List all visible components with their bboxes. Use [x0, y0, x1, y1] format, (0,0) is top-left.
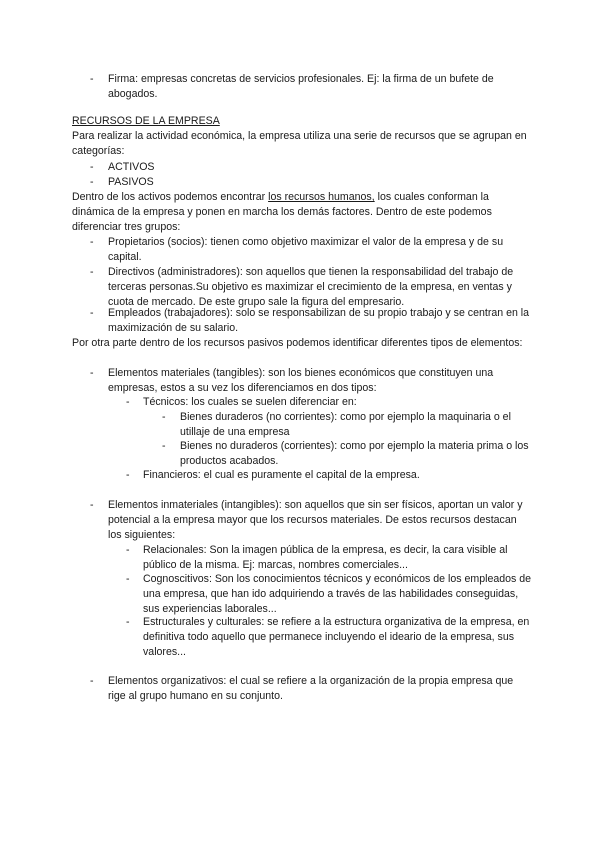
section-title: RECURSOS DE LA EMPRESA [72, 115, 220, 127]
bullet-dash: - [126, 396, 130, 408]
bullet-dash: - [90, 675, 94, 687]
bullet-dash: - [90, 499, 94, 511]
list-item-tecnicos: Técnicos: los cuales se suelen diferenciar en: [143, 396, 357, 408]
bullet-dash: - [90, 161, 94, 173]
list-item-inmateriales: Elementos inmateriales (intangibles): son aquellos que sin ser físicos, aportan un valor y potencial a la empresa mayor que los recursos materiales. De estos recursos destacan los siguientes: [108, 499, 523, 542]
list-item-directivos: Directivos (administradores): son aquellos que tienen la responsabilidad del trabajo de terceras personas.Su objetivo es maximizar el crecimiento de la empresa, en ventas y cuota de mercado. De este grupo sale la figura del empresario. [108, 266, 514, 309]
bullet-dash: - [126, 544, 130, 556]
list-item-firma: Firma: empresas concretas de servicios profesionales. Ej: la firma de un bufete de abogados. [108, 73, 494, 101]
pasivos-paragraph: Por otra parte dentro de los recursos pasivos podemos identificar diferentes tipos de elementos: [72, 337, 523, 349]
list-item-organizativos: Elementos organizativos: el cual se refiere a la organización de la propia empresa que rige al grupo humano en su conjunto. [108, 675, 514, 703]
bullet-dash: - [90, 367, 94, 379]
list-item-duraderos: Bienes duraderos (no corrientes): como por ejemplo la maquinaria o el utillaje de una empresa [180, 411, 511, 439]
list-item-financieros: Financieros: el cual es puramente el capital de la empresa. [143, 469, 420, 481]
bullet-dash: - [162, 411, 166, 423]
list-item-relacionales: Relacionales: Son la imagen pública de la empresa, es decir, la cara visible al público de la misma. Ej: marcas, nombres comerciales... [143, 544, 508, 572]
bullet-dash: - [90, 307, 94, 319]
list-item-empleados: Empleados (trabajadores): solo se responsabilizan de su propio trabajo y se centran en la maximización de su salario. [108, 307, 530, 335]
activos-text-post: los cuales conforman la dinámica de la empresa y ponen en marcha los demás factores. Dentro de este podemos diferenciar tres grupos: [72, 191, 492, 234]
bullet-dash: - [90, 176, 94, 188]
list-item-materiales: Elementos materiales (tangibles): son los bienes económicos que constituyen una empresas, estos a su vez los diferenciamos en dos tipos: [108, 367, 494, 395]
bullet-dash: - [126, 573, 130, 585]
list-item-activos: ACTIVOS [108, 161, 155, 173]
recursos-humanos-highlight: los recursos humanos, [268, 191, 375, 203]
intro-paragraph: Para realizar la actividad económica, la empresa utiliza una serie de recursos que se agrupan en categorías: [72, 130, 527, 158]
bullet-dash: - [90, 236, 94, 248]
bullet-dash: - [90, 266, 94, 278]
activos-paragraph [72, 190, 532, 236]
list-item-cognoscitivos: Cognoscitivos: Son los conocimientos técnicos y económicos de los empleados de una empresa, que han ido adquiriendo a través de las habilidades conseguidas, sus experiencias laborales... [143, 573, 532, 616]
list-item-pasivos: PASIVOS [108, 176, 154, 188]
bullet-dash: - [126, 616, 130, 628]
bullet-dash: - [90, 73, 94, 85]
activos-text-pre: Dentro de los activos podemos encontrar [72, 191, 269, 203]
bullet-dash: - [162, 440, 166, 452]
list-item-no-duraderos: Bienes no duraderos (corrientes): como por ejemplo la materia prima o los productos acabados. [180, 440, 529, 468]
list-item-estructurales: Estructurales y culturales: se refiere a la estructura organizativa de la empresa, en definitiva todo aquello que permanece incluyendo el ideario de la empresa, sus valores... [143, 616, 530, 659]
bullet-dash: - [126, 469, 130, 481]
list-item-propietarios: Propietarios (socios): tienen como objetivo maximizar el valor de la empresa y de su capital. [108, 236, 504, 264]
